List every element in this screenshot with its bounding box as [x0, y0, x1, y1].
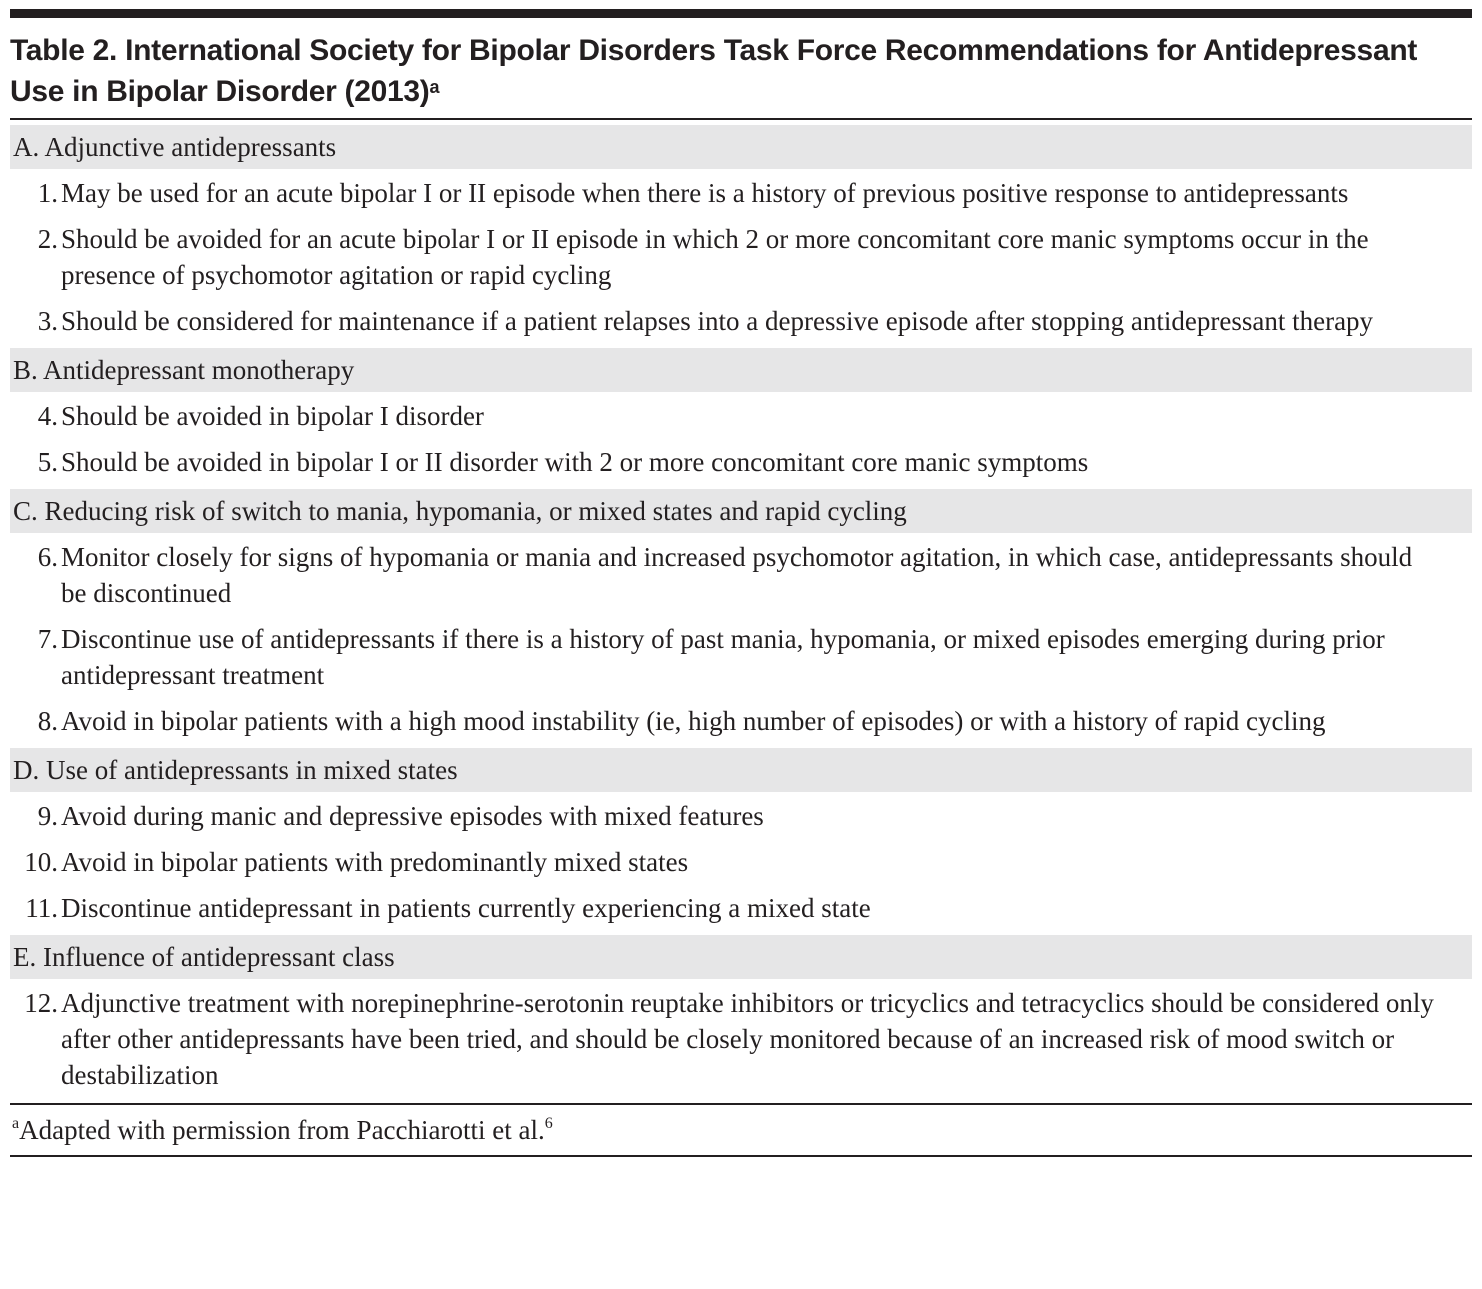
- table-footnote: [10, 1105, 1472, 1155]
- recommendation-row: [10, 215, 1472, 297]
- recommendation-text: Should be avoided in bipolar I or II disorder with 2 or more concomitant core manic symptoms: [61, 447, 1089, 477]
- table-title-text: Table 2. International Society for Bipolar Disorders Task Force Recommendations for Antidepressant Use in Bipolar Disorder (2013): [10, 34, 1418, 108]
- recommendation-text: May be used for an acute bipolar I or II episode when there is a history of previous positive response to antidepressants: [61, 178, 1349, 208]
- recommendation-text: Avoid during manic and depressive episodes with mixed features: [61, 801, 764, 831]
- recommendation-number: 9.: [37, 801, 58, 831]
- recommendation-number: 2.: [37, 224, 58, 254]
- section-header: A. Adjunctive antidepressants: [10, 125, 1472, 169]
- top-bar-divider: [10, 9, 1472, 18]
- title-divider: [10, 118, 1472, 120]
- section-header: D. Use of antidepressants in mixed states: [10, 748, 1472, 792]
- recommendation-text: Should be avoided for an acute bipolar I or II episode in which 2 or more concomitant core manic symptoms occur in the presence of psychomotor agitation or rapid cycling: [61, 224, 1369, 290]
- recommendation-number: 1.: [37, 178, 58, 208]
- recommendation-number: 12.: [24, 988, 58, 1018]
- section-header: E. Influence of antidepressant class: [10, 935, 1472, 979]
- recommendation-row: [10, 533, 1472, 615]
- recommendation-text: Should be considered for maintenance if a patient relapses into a depressive episode after stopping antidepressant therapy: [61, 306, 1374, 336]
- recommendation-row: [10, 438, 1472, 484]
- recommendation-number: 11.: [25, 893, 58, 923]
- end-divider: [10, 1155, 1472, 1157]
- table-body: [10, 125, 1472, 1097]
- footnote-marker: a: [12, 1115, 20, 1132]
- title-footnote-marker: a: [429, 77, 440, 97]
- recommendation-text: Avoid in bipolar patients with predominantly mixed states: [61, 847, 689, 877]
- recommendation-row: [10, 615, 1472, 697]
- recommendation-text: Discontinue antidepressant in patients currently experiencing a mixed state: [61, 893, 871, 923]
- recommendation-number: 3.: [37, 306, 58, 336]
- footnote-reference: 6: [544, 1115, 553, 1132]
- section-header: B. Antidepressant monotherapy: [10, 348, 1472, 392]
- recommendation-row: [10, 297, 1472, 343]
- recommendation-number: 5.: [37, 447, 58, 477]
- recommendation-number: 6.: [37, 542, 58, 572]
- recommendation-row: [10, 392, 1472, 438]
- section-header: C. Reducing risk of switch to mania, hypomania, or mixed states and rapid cycling: [10, 489, 1472, 533]
- recommendation-text: Should be avoided in bipolar I disorder: [61, 401, 484, 431]
- recommendation-row: [10, 697, 1472, 743]
- recommendation-text: Monitor closely for signs of hypomania or mania and increased psychomotor agitation, in which case, antidepressants should be discontinued: [61, 542, 1413, 608]
- recommendation-row: [10, 838, 1472, 884]
- footnote-text: Adapted with permission from Pacchiarotti et al.: [19, 1115, 545, 1145]
- recommendation-number: 4.: [37, 401, 58, 431]
- recommendation-row: [10, 979, 1472, 1097]
- recommendation-text: Adjunctive treatment with norepinephrine-serotonin reuptake inhibitors or tricyclics and tetracyclics should be considered only after other antidepressants have been tried, and should be closely monitored because of an increased risk of mood switch or destabilization: [61, 988, 1434, 1090]
- recommendation-text: Discontinue use of antidepressants if there is a history of past mania, hypomania, or mixed episodes emerging during prior antidepressant treatment: [61, 624, 1385, 690]
- recommendation-row: [10, 169, 1472, 215]
- recommendation-number: 8.: [37, 706, 58, 736]
- recommendation-row: [10, 884, 1472, 930]
- recommendation-number: 10.: [24, 847, 58, 877]
- recommendation-text: Avoid in bipolar patients with a high mood instability (ie, high number of episodes) or with a history of rapid cycling: [61, 706, 1326, 736]
- table-title: [10, 30, 1472, 112]
- recommendation-number: 7.: [37, 624, 58, 654]
- recommendation-row: [10, 792, 1472, 838]
- table-container: [10, 9, 1472, 1157]
